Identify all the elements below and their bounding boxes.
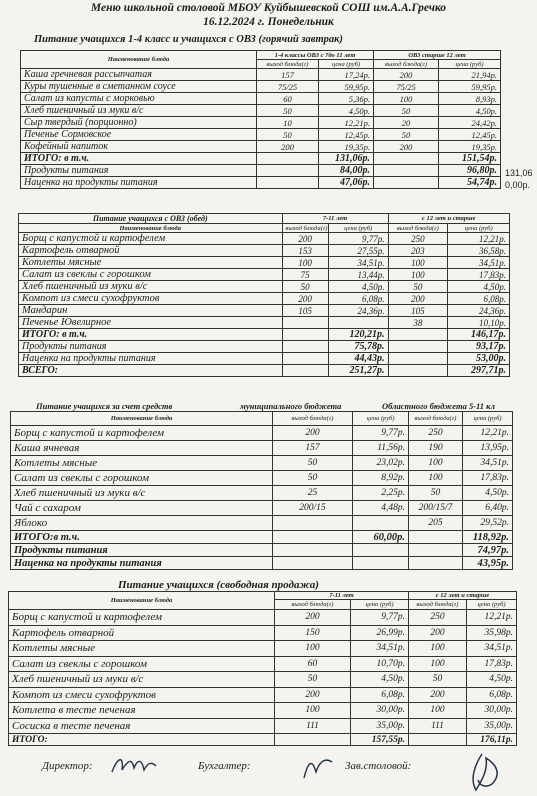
dish-price: 17,24р. [319, 69, 374, 81]
table-row [9, 687, 517, 703]
dish-price: 6,08р. [448, 293, 510, 305]
table-row [11, 456, 513, 471]
dish-price: 6,40р. [463, 501, 513, 516]
dish-price: 24,42р. [439, 117, 501, 129]
col-weight-header: выход блюда(г) [273, 412, 353, 426]
dish-name: Борщ с капустой и картофелем [19, 233, 283, 245]
regional-budget-label: Областного бюджета 5-11 кл [382, 401, 496, 411]
dish-weight: 50 [282, 281, 328, 293]
group1-header: 1-4 классы ОВЗ с 7до 11 лет [257, 51, 374, 60]
dish-name: Яблоко [11, 516, 273, 531]
dish-weight: 50 [273, 456, 353, 471]
table-row [9, 703, 517, 719]
col-price-header: цена (руб) [463, 412, 513, 426]
table-row [11, 471, 513, 486]
section-budget-title: Питание учащихся за счет средств [36, 401, 173, 411]
dish-price: 9,77р. [353, 426, 409, 441]
table-row [19, 257, 510, 269]
dish-price: 12,21р. [463, 426, 513, 441]
dish-name: Сосиска в тесте печеная [9, 718, 275, 734]
dish-price: 12,45р. [439, 129, 501, 141]
dish-price: 59,95р. [319, 81, 374, 93]
dish-price: 30,00р. [351, 703, 409, 719]
table-row [21, 141, 501, 153]
dish-weight: 100 [409, 456, 463, 471]
dish-price: 4,50р. [448, 281, 510, 293]
col-weight-header: выход блюда(г) [388, 224, 448, 233]
accountant-label: Бухгалтер: [198, 760, 251, 772]
table-row [11, 426, 513, 441]
dish-price: 10,10р. [448, 317, 510, 329]
markup-label: Наценка на продукты питания [21, 177, 257, 189]
products-group2: 93,17р. [448, 341, 510, 353]
dish-price: 30,00р. [467, 703, 517, 719]
dish-price: 5,36р. [319, 93, 374, 105]
col-weight-header: выход блюда(г) [409, 600, 467, 610]
dish-name: Каша гречневая рассыпчатая [21, 69, 257, 81]
dish-weight: 50 [275, 672, 351, 688]
table-row [9, 672, 517, 688]
dish-name: Котлета в тесте печеная [9, 703, 275, 719]
dish-weight: 100 [409, 471, 463, 486]
dish-weight: 203 [388, 245, 448, 257]
table-row [11, 516, 513, 531]
group2-header: ОВЗ старше 12 лет [374, 51, 501, 60]
col-name-header: Наименование блюда [21, 51, 257, 69]
table-row [9, 718, 517, 734]
dish-name: Картофель отварной [9, 625, 275, 641]
markup-label: Наценка на продукты питания [11, 557, 273, 570]
col-price-header: цена (руб) [351, 600, 409, 610]
dish-name: Салат из капусты с морковью [21, 93, 257, 105]
dish-price: 34,51р. [328, 257, 388, 269]
table-row [9, 656, 517, 672]
dish-weight: 200 [282, 233, 328, 245]
table-row [19, 305, 510, 317]
dish-name: Котлеты мясные [19, 257, 283, 269]
dish-price: 19,35р. [439, 141, 501, 153]
dish-price: 12,21р. [467, 610, 517, 626]
dish-weight: 100 [275, 703, 351, 719]
total-label: ИТОГО: в т.ч. [21, 153, 257, 165]
table-row [19, 245, 510, 257]
dish-weight: 200 [275, 687, 351, 703]
director-label: Директор: [42, 760, 93, 772]
dish-name: Котлеты мясные [9, 641, 275, 657]
total-label: ИТОГО: в т.ч. [19, 329, 283, 341]
dish-name: Картофель отварной [19, 245, 283, 257]
dish-name: Компот из смеси сухофруктов [19, 293, 283, 305]
products-label: Продукты питания [11, 544, 273, 557]
dish-weight: 75/25 [257, 81, 319, 93]
dish-weight: 150 [275, 625, 351, 641]
dish-weight: 50 [388, 281, 448, 293]
dish-weight: 250 [388, 233, 448, 245]
total-group2: 176,11р. [467, 734, 517, 746]
dish-name: Хлеб пшеничный из муки в/с [21, 105, 257, 117]
group1-header: 7-11 лет [275, 592, 409, 600]
table-row [21, 69, 501, 81]
dish-name: Печенье Сормовское [21, 129, 257, 141]
dish-weight: 153 [282, 245, 328, 257]
dish-price: 13,95р. [463, 441, 513, 456]
table-row [9, 641, 517, 657]
table-row [21, 81, 501, 93]
side-note-2: 0,00р. [505, 180, 531, 190]
grand-total-label: ВСЕГО: [19, 365, 283, 377]
table-row [19, 317, 510, 329]
dish-price: 4,50р. [351, 672, 409, 688]
products-group1: 75,78р. [328, 341, 388, 353]
products-group1: 84,00р. [319, 165, 374, 177]
col-price-header: цена (руб) [353, 412, 409, 426]
dish-price: 35,00р. [351, 718, 409, 734]
dish-price: 12,21р. [319, 117, 374, 129]
dish-price: 4,50р. [328, 281, 388, 293]
director-signature [108, 752, 158, 778]
dish-name: Борщ с капустой и картофелем [11, 426, 273, 441]
dish-price: 4,50р. [439, 105, 501, 117]
dish-weight: 60 [257, 93, 319, 105]
dish-name: Хлеб пшеничный из муки в/с [11, 486, 273, 501]
dish-weight: 200/15 [273, 501, 353, 516]
dish-price: 4,48р. [353, 501, 409, 516]
dish-weight: 50 [409, 672, 467, 688]
dish-price: 24,36р. [448, 305, 510, 317]
dish-weight: 100 [388, 269, 448, 281]
group1-header: 7-11 лет [282, 214, 388, 224]
dish-price: 59,95р. [439, 81, 501, 93]
markup-label: Наценка на продукты питания [19, 353, 283, 365]
dish-weight: 100 [282, 257, 328, 269]
table-row [9, 625, 517, 641]
table-row [21, 105, 501, 117]
dish-price: 6,08р. [351, 687, 409, 703]
dish-name: Салат из свеклы с горошком [19, 269, 283, 281]
col-weight-header: выход блюда(г) [374, 60, 439, 69]
markup-group2: 54,74р. [439, 177, 501, 189]
dish-name: Кофейный напиток [21, 141, 257, 153]
dish-price: 24,36р. [328, 305, 388, 317]
total-group1: 131,06р. [319, 153, 374, 165]
dish-price: 19,35р. [319, 141, 374, 153]
dish-weight: 100 [409, 703, 467, 719]
total-label: ИТОГО:в т.ч. [11, 531, 273, 544]
dish-price: 11,56р. [353, 441, 409, 456]
dish-price: 10,70р. [351, 656, 409, 672]
dish-price: 36,58р. [448, 245, 510, 257]
dish-weight: 60 [275, 656, 351, 672]
dish-weight: 100 [374, 93, 439, 105]
dish-price: 34,51р. [448, 257, 510, 269]
table-row [19, 281, 510, 293]
dish-weight: 20 [374, 117, 439, 129]
section-lunch-title: Питание учащихся с ОВЗ (обед) [19, 214, 283, 224]
dish-name: Котлеты мясные [11, 456, 273, 471]
dish-weight: 75/25 [374, 81, 439, 93]
dish-price: 17,83р. [448, 269, 510, 281]
total-municipal: 60,00р. [353, 531, 409, 544]
dish-price: 23,02р. [353, 456, 409, 471]
dish-weight: 50 [257, 105, 319, 117]
dish-name: Печенье Ювелирное [19, 317, 283, 329]
section-free-sale-title: Питание учащихся (свободная продажа) [118, 579, 319, 591]
group2-header: с 12 лет и старше [388, 214, 510, 224]
side-note-1: 131,06 [505, 168, 533, 178]
col-name-header: Наименование блюда [11, 412, 273, 426]
group2-header: с 12 лет и старше [409, 592, 517, 600]
dish-price: 9,77р. [351, 610, 409, 626]
dish-price [353, 516, 409, 531]
col-weight-header: выход блюда(г) [275, 600, 351, 610]
total-group2: 151,54р. [439, 153, 501, 165]
markup-group1: 47,06р. [319, 177, 374, 189]
dish-weight: 50 [409, 486, 463, 501]
dish-price: 17,83р. [467, 656, 517, 672]
markup-group1: 44,43р. [328, 353, 388, 365]
dish-name: Куры тушенные в сметанном соусе [21, 81, 257, 93]
dish-weight: 38 [388, 317, 448, 329]
dish-price: 12,21р. [448, 233, 510, 245]
canteen-head-signature [452, 750, 512, 794]
products-label: Продукты питания [21, 165, 257, 177]
total-group1: 157,55р. [351, 734, 409, 746]
col-weight-header: выход блюда(г) [282, 224, 328, 233]
dish-weight: 157 [273, 441, 353, 456]
col-price-header: цена (руб) [439, 60, 501, 69]
dish-price: 27,55р. [328, 245, 388, 257]
dish-price: 17,83р. [463, 471, 513, 486]
dish-weight: 205 [409, 516, 463, 531]
dish-name: Компот из смеси сухофруктов [9, 687, 275, 703]
dish-weight: 200 [409, 625, 467, 641]
dish-weight: 200 [282, 293, 328, 305]
dish-weight: 50 [374, 129, 439, 141]
dish-weight: 75 [282, 269, 328, 281]
dish-price: 8,93р. [439, 93, 501, 105]
dish-weight: 200 [275, 610, 351, 626]
markup-regional: 43,95р. [463, 557, 513, 570]
dish-name: Салат из свеклы с горошком [11, 471, 273, 486]
dish-price: 21,94р. [439, 69, 501, 81]
dish-name: Каша ячневая [11, 441, 273, 456]
section-breakfast-title: Питание учащихся 1-4 класс и учащихся с ОВЗ (горячий завтрак) [34, 34, 343, 45]
dish-price: 34,51р. [463, 456, 513, 471]
dish-price: 6,08р. [467, 687, 517, 703]
dish-price [328, 317, 388, 329]
dish-weight: 100 [275, 641, 351, 657]
budget-table [10, 411, 513, 570]
dish-weight: 250 [409, 426, 463, 441]
dish-weight [282, 317, 328, 329]
col-weight-header: выход блюда(г) [409, 412, 463, 426]
dish-weight: 200 [374, 141, 439, 153]
dish-price: 8,92р. [353, 471, 409, 486]
table-row [19, 269, 510, 281]
dish-name: Чай с сахаром [11, 501, 273, 516]
menu-title: Меню школьной столовой МБОУ Куйбышевской СОШ им.А.А.Гречко [90, 2, 447, 14]
table-row [21, 117, 501, 129]
canteen-head-label: Зав.столовой: [345, 760, 412, 772]
dish-price: 4,50р. [463, 486, 513, 501]
dish-weight: 100 [409, 656, 467, 672]
dish-price: 2,25р. [353, 486, 409, 501]
dish-weight: 200 [409, 687, 467, 703]
table-row [21, 93, 501, 105]
dish-name: Мандарин [19, 305, 283, 317]
col-name-header: Наименование блюда [19, 224, 283, 233]
table-row [11, 501, 513, 516]
col-name-header: Наименование блюда [9, 592, 275, 610]
dish-weight: 10 [257, 117, 319, 129]
total-group1: 120,21р. [328, 329, 388, 341]
dish-price: 6,08р. [328, 293, 388, 305]
dish-price: 35,00р. [467, 718, 517, 734]
total-regional: 118,92р. [463, 531, 513, 544]
dish-weight: 105 [282, 305, 328, 317]
markup-group2: 53,00р. [448, 353, 510, 365]
dish-weight: 25 [273, 486, 353, 501]
dish-weight: 200 [273, 426, 353, 441]
products-label: Продукты питания [19, 341, 283, 353]
dish-price: 4,50р. [319, 105, 374, 117]
dish-name: Борщ с капустой и картофелем [9, 610, 275, 626]
products-group2: 96,80р. [439, 165, 501, 177]
lunch-table [18, 213, 510, 377]
dish-weight: 200 [374, 69, 439, 81]
dish-price: 34,51р. [351, 641, 409, 657]
table-row [11, 441, 513, 456]
dish-price: 35,98р. [467, 625, 517, 641]
col-weight-header: выход блюда(г) [257, 60, 319, 69]
dish-weight: 50 [273, 471, 353, 486]
dish-name: Хлеб пшеничный из муки в/с [19, 281, 283, 293]
grand-total-group2: 297,71р. [448, 365, 510, 377]
dish-weight: 200/15/7 [409, 501, 463, 516]
products-regional: 74,97р. [463, 544, 513, 557]
table-row [19, 233, 510, 245]
dish-weight: 200 [257, 141, 319, 153]
table-row [9, 610, 517, 626]
menu-date: 16.12.2024 г. Понедельник [203, 16, 334, 28]
dish-weight [273, 516, 353, 531]
dish-name: Салат из свеклы с горошком [9, 656, 275, 672]
dish-price: 9,77р. [328, 233, 388, 245]
breakfast-table [20, 50, 501, 189]
dish-price: 4,50р. [467, 672, 517, 688]
dish-weight: 111 [409, 718, 467, 734]
table-row [19, 293, 510, 305]
accountant-signature [298, 752, 338, 782]
dish-price: 34,51р. [467, 641, 517, 657]
dish-weight: 111 [275, 718, 351, 734]
col-price-header: цена (руб) [319, 60, 374, 69]
dish-price: 26,99р. [351, 625, 409, 641]
dish-name: Хлеб пшеничный из муки в/с [9, 672, 275, 688]
total-label: ИТОГО: [9, 734, 275, 746]
dish-name: Сыр твердый (порционно) [21, 117, 257, 129]
dish-weight: 100 [409, 641, 467, 657]
col-price-header: цена (руб) [467, 600, 517, 610]
municipal-budget-label: муниципального бюджета [240, 401, 342, 411]
dish-price: 12,45р. [319, 129, 374, 141]
dish-weight: 190 [409, 441, 463, 456]
dish-weight: 250 [409, 610, 467, 626]
dish-weight: 157 [257, 69, 319, 81]
dish-weight: 100 [388, 257, 448, 269]
dish-weight: 105 [388, 305, 448, 317]
col-price-header: цена (руб) [448, 224, 510, 233]
total-group2: 146,17р. [448, 329, 510, 341]
table-row [11, 486, 513, 501]
table-row [21, 129, 501, 141]
dish-weight: 200 [388, 293, 448, 305]
dish-price: 13,44р. [328, 269, 388, 281]
dish-weight: 50 [257, 129, 319, 141]
dish-weight: 50 [374, 105, 439, 117]
col-price-header: цена (руб) [328, 224, 388, 233]
free-sale-table [8, 591, 517, 746]
dish-price: 29,52р. [463, 516, 513, 531]
grand-total-group1: 251,27р. [328, 365, 388, 377]
